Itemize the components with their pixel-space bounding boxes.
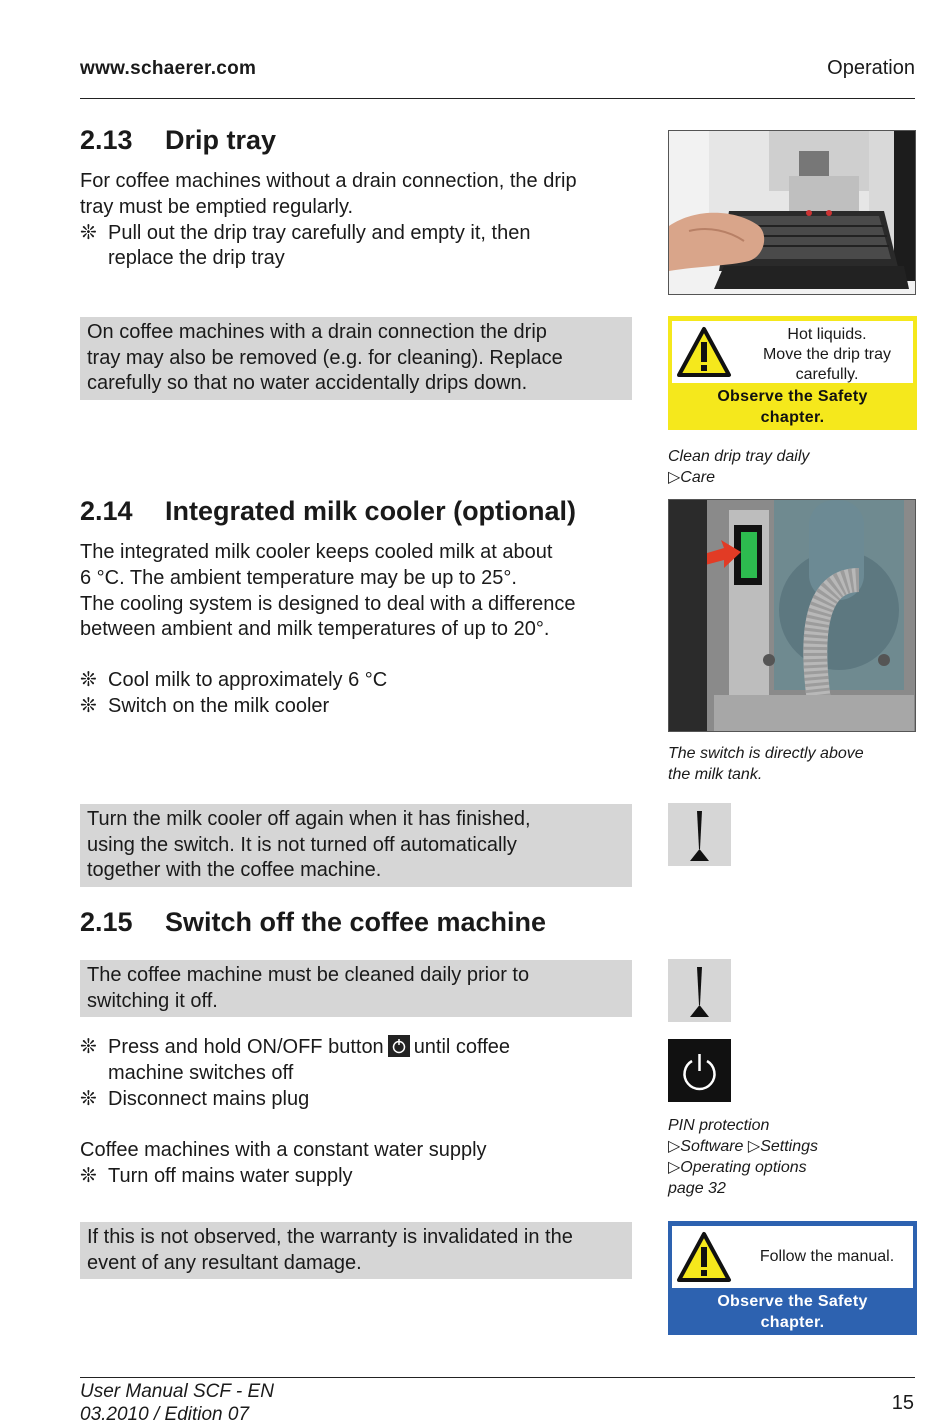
power-button-icon <box>388 1035 410 1057</box>
bullet-item: ❊ Turn off mains water supply <box>80 1164 353 1187</box>
note-warranty: If this is not observed, the warranty is invalidated in the event of any resultant damage. <box>80 1222 632 1279</box>
warning-triangle-icon <box>676 326 732 378</box>
warning-hot-liquids: Hot liquids. Move the drip tray carefully. Observe the Safety chapter. <box>668 316 917 430</box>
bullet-item: ❊ Press and hold ON/OFF button until coffee machine switches off <box>80 1036 511 1084</box>
caption-clean-daily: Clean drip tray daily ▷Care <box>668 448 810 486</box>
caption-switch-location: The switch is directly above the milk tank. <box>668 745 864 783</box>
bullet-item: ❊ Pull out the drip tray carefully and empty it, then replace the drip tray <box>80 221 531 270</box>
caption-pin-protection: PIN protection ▷Software ▷Settings ▷Operating options page 32 <box>668 1117 819 1197</box>
footer-rule <box>80 1377 915 1378</box>
heading-milk-cooler: 2.14 Integrated milk cooler (optional) <box>80 496 577 526</box>
milk-cooler-photo <box>668 499 916 732</box>
bullet-item: ❊ Disconnect mains plug <box>80 1087 310 1110</box>
drip-tray-intro: For coffee machines without a drain connection, the drip tray must be emptied regularly. ❊ Pull out the drip tray carefully and empty it, then replace the drip tray <box>80 169 640 272</box>
power-icon <box>668 1039 731 1102</box>
page-number: 15 <box>891 1392 914 1414</box>
note-clean-before-off: The coffee machine must be cleaned daily prior to switching it off. <box>80 960 632 1017</box>
warning-follow-manual: Follow the manual. Observe the Safety chapter. <box>668 1221 917 1335</box>
footer-manual-info: User Manual SCF - EN 03.2010 / Edition 07 <box>80 1381 274 1425</box>
header-rule <box>80 98 915 99</box>
bullet-item: ❊ Cool milk to approximately 6 °C <box>80 669 388 691</box>
heading-drip-tray: 2.13 Drip tray <box>80 125 277 155</box>
water-supply-line: Coffee machines with a constant water supply <box>80 1139 487 1162</box>
bullet-item: ❊ Switch on the milk cooler <box>80 694 330 717</box>
website-url: www.schaerer.com <box>80 58 257 79</box>
milk-cooler-intro: The integrated milk cooler keeps cooled milk at about 6 °C. The ambient temperature may be up to 25°. The cooling system is designed to deal with a difference between ambient and milk temperatures of up to 20°. <box>80 541 576 641</box>
exclamation-icon <box>668 803 731 866</box>
drip-tray-photo <box>668 130 916 295</box>
warning-triangle-icon <box>676 1231 732 1283</box>
note-turn-off-cooler: Turn the milk cooler off again when it has finished, using the switch. It is not turned off automatically together with the coffee machine. <box>80 804 632 887</box>
section-name: Operation <box>827 57 915 79</box>
exclamation-icon <box>668 959 731 1022</box>
milk-cooler-steps <box>80 668 640 720</box>
note-drain-connection: On coffee machines with a drain connection the drip tray may also be removed (e.g. for cleaning). Replace carefully so that no water accidentally drips down. <box>80 317 632 400</box>
heading-switch-off: 2.15 Switch off the coffee machine <box>80 907 547 937</box>
switch-off-steps <box>80 1035 640 1190</box>
